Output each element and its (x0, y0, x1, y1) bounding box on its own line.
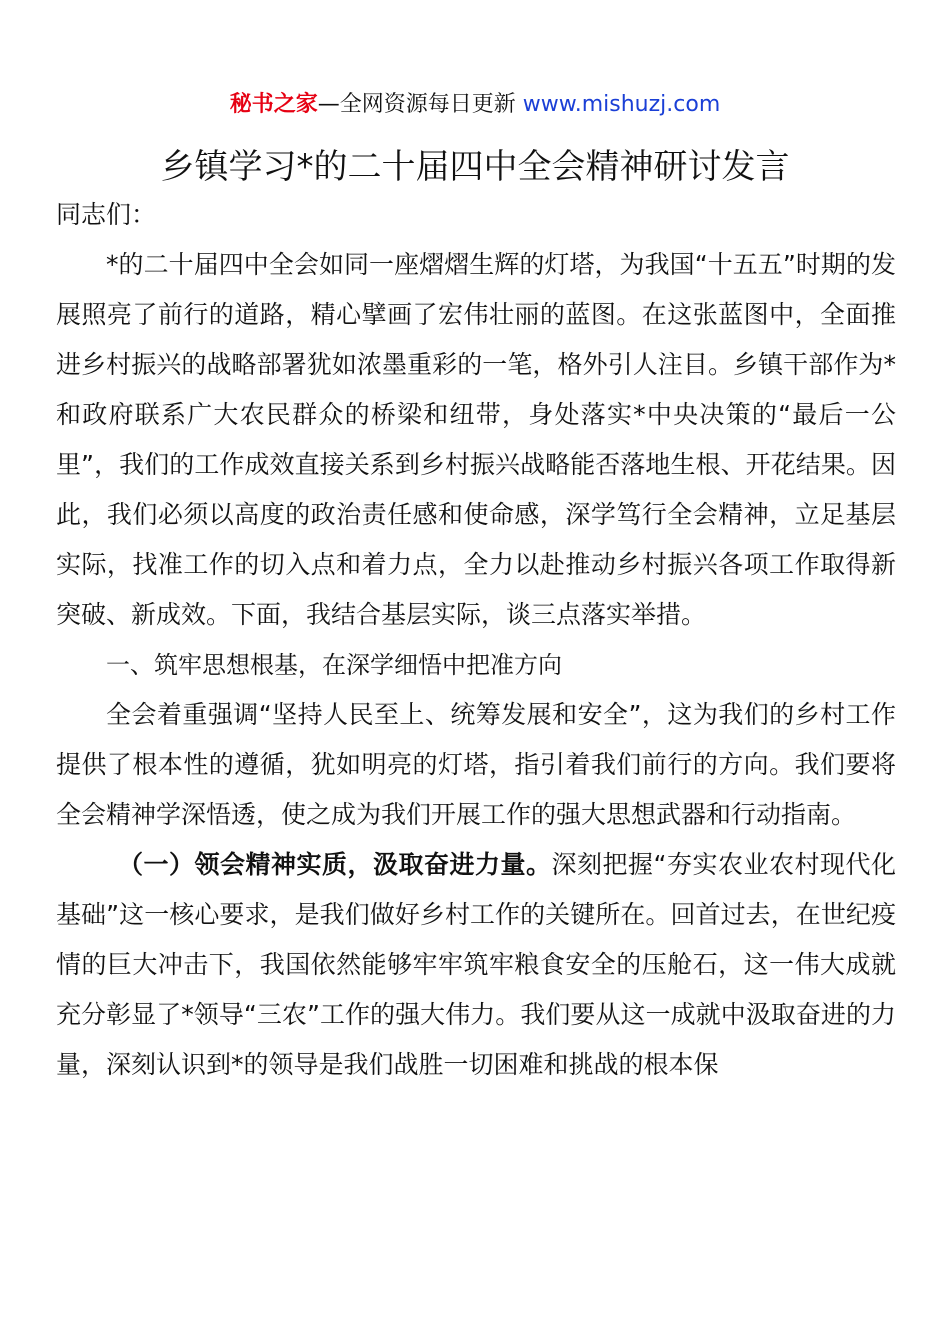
header-tagline: —全网资源每日更新 (317, 92, 523, 117)
subsection-paragraph (56, 840, 896, 1090)
section-heading: 一、筑牢思想根基，在深学细悟中把准方向 (106, 651, 562, 679)
subsection-text: 深刻把握“夯实农业农村现代化基础”这一核心要求，是我们做好乡村工作的关键所在。回首过去，在世纪疫情的巨大冲击下，我国依然能够牢牢筑牢粮食安全的压舱石，这一伟大成就充分彰显了*领导“三农”工作的强大伟力。我们要从这一成就中汲取奋进的力量，深刻认识到*的领导是我们战胜一切困难和挑战的根本保 (56, 850, 896, 1079)
brand-name: 秘书之家 (229, 92, 318, 117)
site-url-link[interactable]: www.mishuzj.com (522, 92, 721, 117)
site-header (0, 88, 950, 122)
salutation: 同志们： (56, 200, 157, 229)
document-title: 乡镇学习*的二十届四中全会精神研讨发言 (160, 147, 790, 187)
section-paragraph: 全会着重强调“坚持人民至上、统筹发展和安全”，这为我们的乡村工作提供了根本性的遵循，犹如明亮的灯塔，指引着我们前行的方向。我们要将全会精神学深悟透，使之成为我们开展工作的强大思想武器和行动指南。 (56, 700, 896, 829)
document-body (56, 190, 896, 1090)
intro-paragraph: *的二十届四中全会如同一座熠熠生辉的灯塔，为我国“十五五”时期的发展照亮了前行的道路，精心擘画了宏伟壮丽的蓝图。在这张蓝图中，全面推进乡村振兴的战略部署犹如浓墨重彩的一笔，格外引人注目。乡镇干部作为*和政府联系广大农民群众的桥梁和纽带，身处落实*中央决策的“最后一公里”，我们的工作成效直接关系到乡村振兴战略能否落地生根、开花结果。因此，我们必须以高度的政治责任感和使命感，深学笃行全会精神，立足基层实际，找准工作的切入点和着力点，全力以赴推动乡村振兴各项工作取得新突破、新成效。下面，我结合基层实际，谈三点落实举措。 (56, 250, 896, 629)
subsection-lead: （一）领会精神实质，汲取奋进力量。 (118, 850, 552, 879)
